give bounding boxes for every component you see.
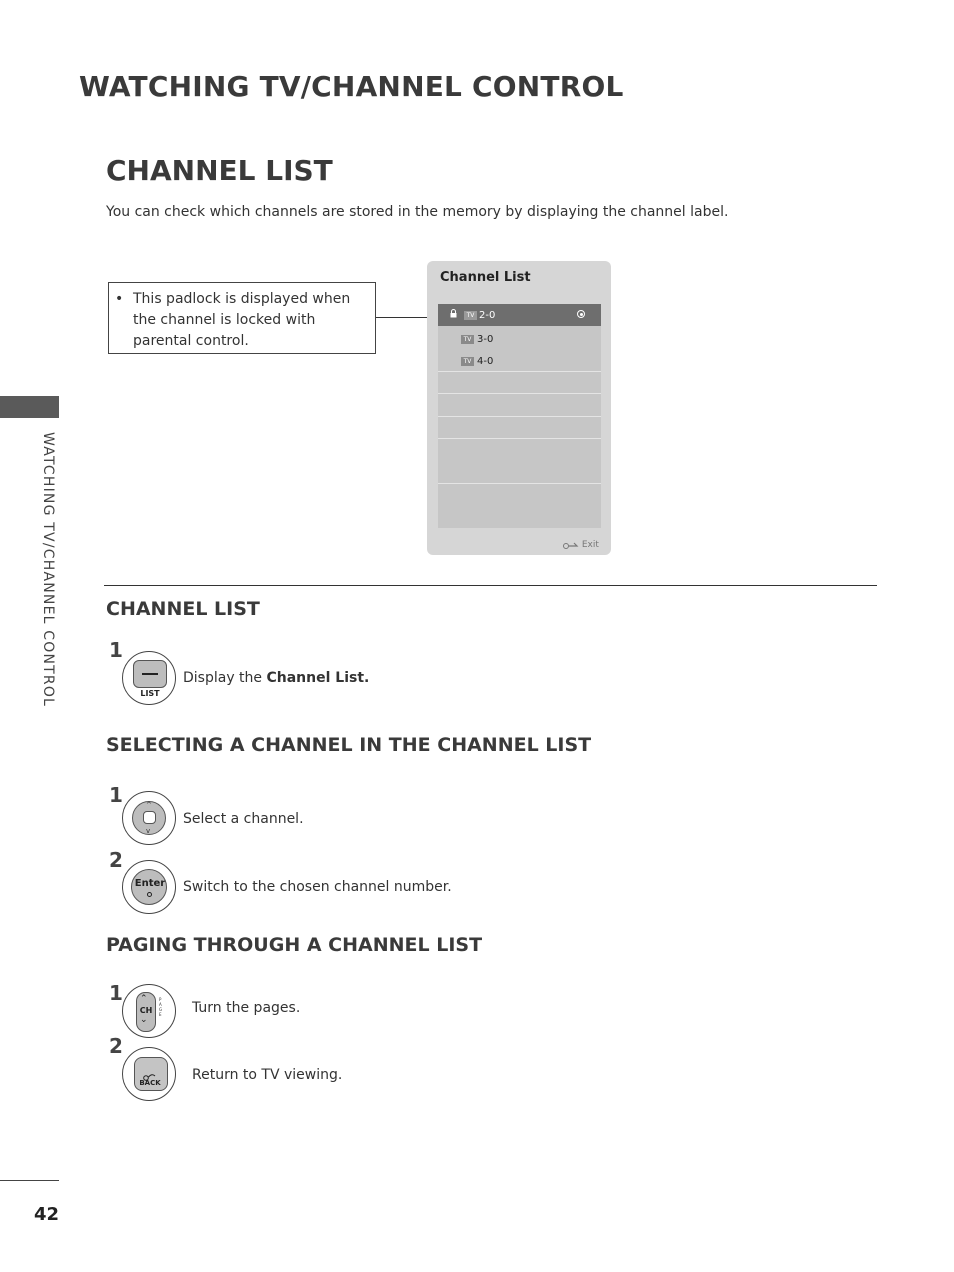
section-divider bbox=[104, 585, 877, 586]
step-text-prefix: Display the bbox=[183, 670, 267, 686]
channel-number: 3-0 bbox=[477, 334, 494, 345]
callout-text: This padlock is displayed when the channel is locked with parental control. bbox=[133, 291, 351, 349]
row-divider bbox=[438, 483, 601, 484]
step-number: 1 bbox=[109, 783, 123, 807]
page-title: WATCHING TV/CHANNEL CONTROL bbox=[79, 70, 624, 103]
enter-button-label: Enter bbox=[134, 878, 166, 889]
channel-list-screen-title: Channel List bbox=[440, 270, 531, 285]
tv-icon: TV bbox=[461, 335, 474, 344]
enter-button bbox=[122, 860, 176, 914]
step-text: Switch to the chosen channel number. bbox=[183, 879, 452, 895]
step-number: 1 bbox=[109, 981, 123, 1005]
side-tab-label: WATCHING TV/CHANNEL CONTROL bbox=[40, 432, 56, 708]
exit-hint bbox=[563, 540, 599, 550]
padlock-callout bbox=[108, 282, 376, 354]
row-divider bbox=[438, 371, 601, 372]
ch-page-button bbox=[122, 984, 176, 1038]
navigation-pad-button bbox=[122, 791, 176, 845]
chevron-up-icon: ^ bbox=[146, 801, 152, 809]
intro-text: You can check which channels are stored in the memory by displaying the channel label. bbox=[106, 204, 729, 220]
paging-heading: PAGING THROUGH A CHANNEL LIST bbox=[106, 934, 483, 956]
page-number: 42 bbox=[34, 1204, 60, 1225]
step-text: Select a channel. bbox=[183, 811, 304, 827]
row-divider bbox=[438, 438, 601, 439]
page-number-rule bbox=[0, 1180, 59, 1181]
step-text-bold: Channel List. bbox=[266, 670, 370, 686]
list-button bbox=[122, 651, 176, 705]
step-text bbox=[183, 670, 369, 686]
channel-row[interactable] bbox=[438, 350, 601, 372]
callout-bullet: • bbox=[115, 291, 124, 307]
step-text: Turn the pages. bbox=[192, 1000, 301, 1016]
channel-row[interactable] bbox=[438, 328, 601, 350]
tv-icon: TV bbox=[464, 311, 477, 320]
back-button-label: BACK bbox=[139, 1079, 161, 1087]
channel-number: 4-0 bbox=[477, 356, 494, 367]
padlock-icon bbox=[450, 309, 457, 318]
row-divider bbox=[438, 393, 601, 394]
selecting-heading: SELECTING A CHANNEL IN THE CHANNEL LIST bbox=[106, 734, 592, 756]
current-channel-icon bbox=[577, 310, 585, 318]
channel-list-heading: CHANNEL LIST bbox=[106, 598, 260, 620]
channel-row[interactable] bbox=[438, 304, 601, 326]
channel-list-box bbox=[438, 304, 601, 528]
ok-dot-icon bbox=[147, 892, 152, 897]
page-side-label: PAGE bbox=[159, 997, 163, 1017]
list-button-label: LIST bbox=[140, 689, 160, 698]
chevron-up-icon: ⌃ bbox=[140, 994, 148, 1004]
channel-number: 2-0 bbox=[479, 310, 496, 321]
side-tab-marker bbox=[0, 396, 59, 418]
step-number: 2 bbox=[109, 1034, 123, 1058]
ch-button-label: CH bbox=[139, 1006, 153, 1015]
chevron-down-icon: ⌄ bbox=[140, 1015, 148, 1025]
step-text: Return to TV viewing. bbox=[192, 1067, 343, 1083]
back-button bbox=[122, 1047, 176, 1101]
chevron-down-icon: v bbox=[146, 827, 151, 835]
step-number: 1 bbox=[109, 638, 123, 662]
section-title: CHANNEL LIST bbox=[106, 154, 333, 187]
step-number: 2 bbox=[109, 848, 123, 872]
row-divider bbox=[438, 416, 601, 417]
exit-label: Exit bbox=[581, 540, 599, 550]
tv-icon: TV bbox=[461, 357, 474, 366]
back-icon bbox=[563, 541, 579, 549]
